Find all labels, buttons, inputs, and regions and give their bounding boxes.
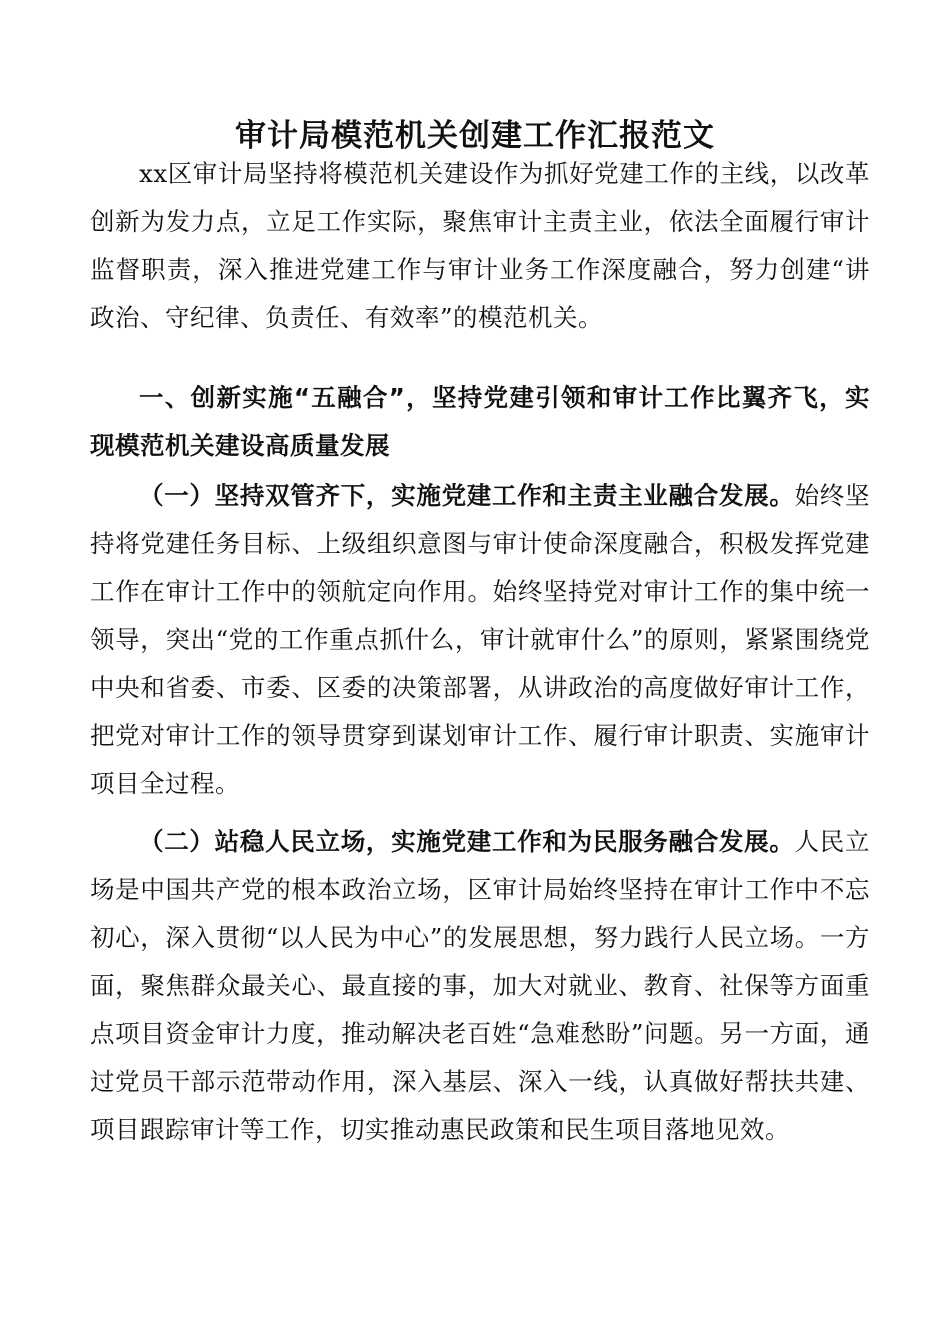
subsection-lead: （一）坚持双管齐下，实施党建工作和主责主业融合发展。 — [139, 481, 795, 510]
subsection-body: 人民立场是中国共产党的根本政治立场，区审计局始终坚持在审计工作中不忘初心，深入贯彻“以人民为中心”的发展思想，努力践行人民立场。一方面，聚焦群众最关心、最直接的事，加大对就业、教育、社保等方面重点项目资金审计力度，推动解决老百姓“急难愁盼”问题。另一方面，通过党员干部示范带动作用，深入基层、深入一线，认真做好帮扶共建、项目跟踪审计等工作，切实推动惠民政策和民生项目落地见效。 — [90, 827, 871, 1144]
subsection-body: 始终坚持将党建任务目标、上级组织意图与审计使命深度融合，积极发挥党建工作在审计工作中的领航定向作用。始终坚持党对审计工作的集中统一领导，突出“党的工作重点抓什么，审计就审什么”的原则，紧紧围绕党中央和省委、市委、区委的决策部署，从讲政治的高度做好审计工作，把党对审计工作的领导贯穿到谋划审计工作、履行审计职责、实施审计项目全过程。 — [90, 481, 871, 798]
subsection-paragraph — [90, 818, 870, 1154]
subsection-lead: （二）站稳人民立场，实施党建工作和为民服务融合发展。 — [139, 827, 795, 856]
intro-paragraph: xx区审计局坚持将模范机关建设作为抓好党建工作的主线，以改革创新为发力点，立足工作实际，聚焦审计主责主业，依法全面履行审计监督职责，深入推进党建工作与审计业务工作深度融合，努力创建“讲政治、守纪律、负责任、有效率”的模范机关。 — [90, 159, 870, 332]
section-heading: 一、创新实施“五融合”，坚持党建引领和审计工作比翼齐飞，实现模范机关建设高质量发展 — [90, 383, 870, 460]
document-title: 审计局模范机关创建工作汇报范文 — [235, 118, 715, 154]
subsection-paragraph — [90, 472, 870, 808]
